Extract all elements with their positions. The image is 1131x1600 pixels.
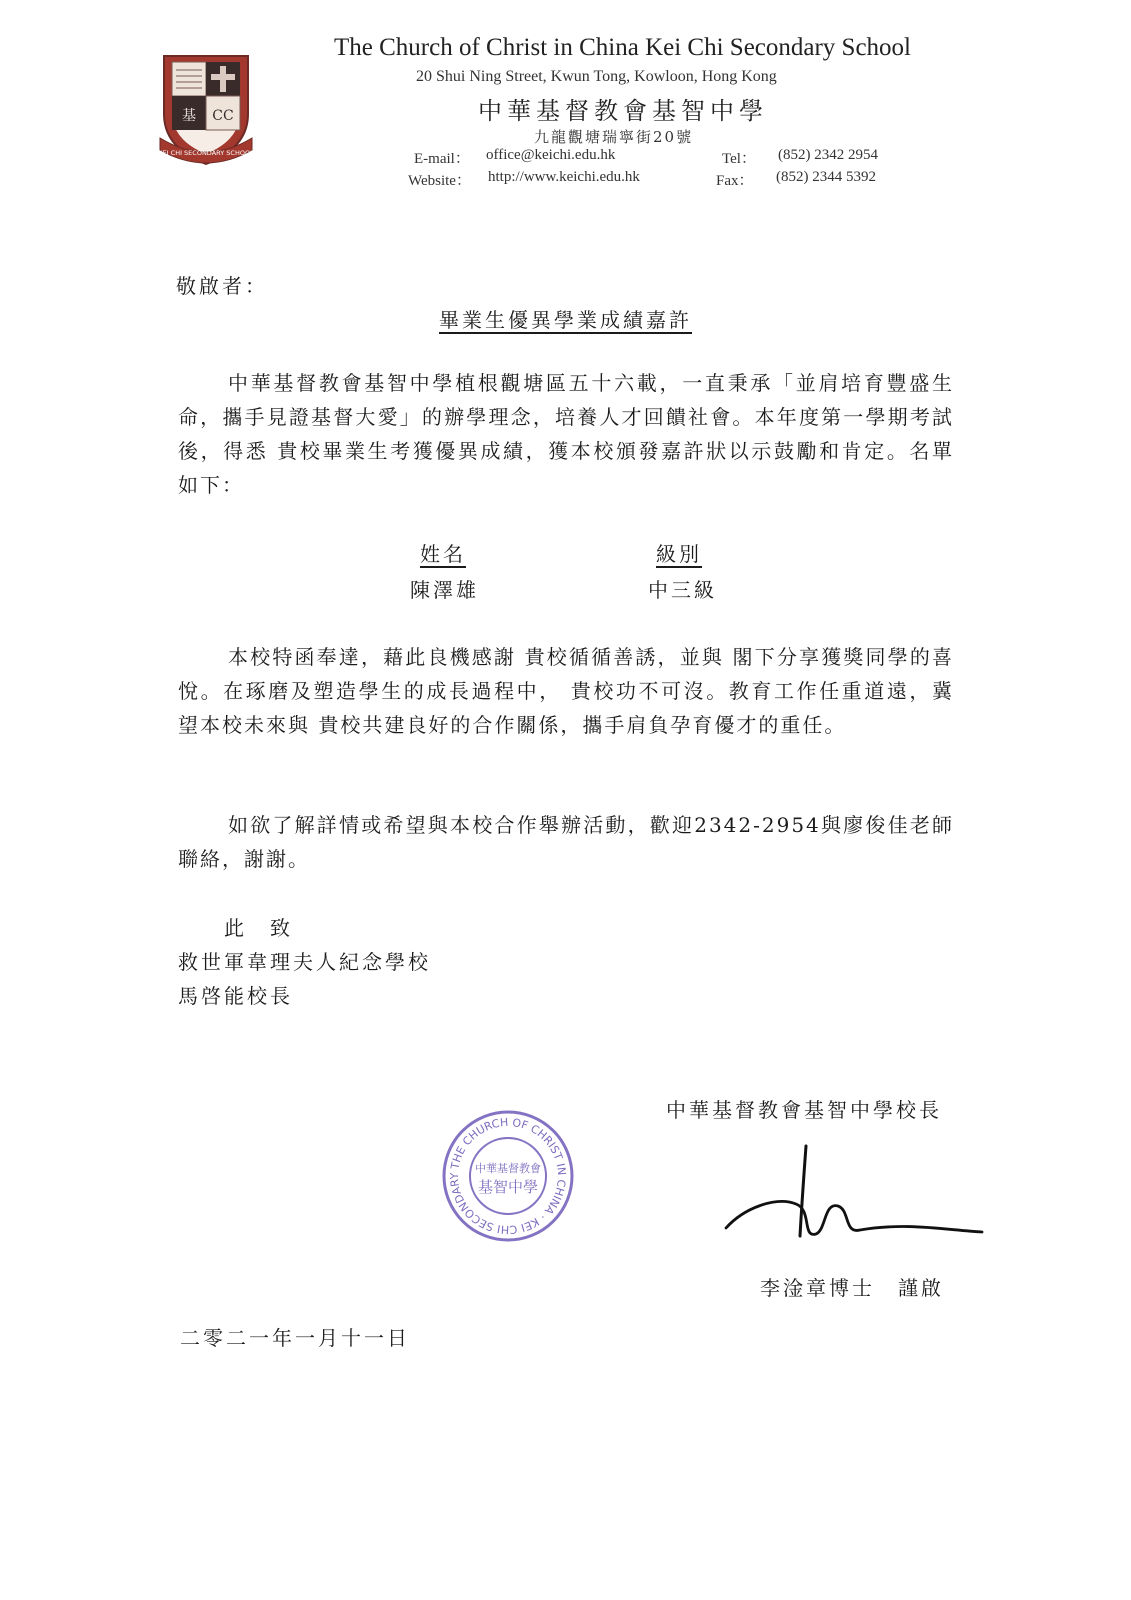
paragraph-2 [178,640,954,742]
svg-text:KEI CHI SECONDARY SCHOOL: KEI CHI SECONDARY SCHOOL [158,149,254,157]
tel-label: Tel： [722,151,756,167]
school-address-chinese: 九龍觀塘瑞寧街20號 [534,128,694,146]
closing-phrase: 此 致 [224,916,293,940]
paragraph-3-text: 如欲了解詳情或希望與本校合作舉辦活動，歡迎2342-2954與廖俊佳老師聯絡，謝謝。 [178,813,954,871]
school-address-english: 20 Shui Ning Street, Kwun Tong, Kowloon, Hong Kong [416,68,777,85]
svg-text:基: 基 [182,108,196,124]
principal-signature [720,1138,986,1248]
svg-text:CC: CC [212,108,234,124]
fax-number: (852) 2344 5392 [776,169,876,185]
paragraph-1 [178,366,954,502]
svg-text:中華基督教會: 中華基督教會 [475,1162,541,1175]
student-grade: 中三級 [648,578,717,602]
email-address[interactable]: office@keichi.edu.hk [486,147,616,163]
letter-date: 二零二一年一月十一日 [180,1326,410,1350]
student-name: 陳澤雄 [410,578,479,602]
sender-title: 中華基督教會基智中學校長 [666,1098,942,1122]
paragraph-3 [178,808,954,876]
letter-subject [0,304,1131,333]
svg-text:THE CHURCH OF CHRIST IN CHINA: THE CHURCH OF CHRIST IN CHINA · KEI CHI SECONDARY [447,1115,569,1237]
salutation: 敬啟者： [176,274,268,298]
email-label: E-mail： [414,151,470,167]
tel-number: (852) 2342 2954 [778,147,878,163]
recipient-principal: 馬啓能校長 [178,984,293,1008]
paragraph-2-text: 本校特函奉達，藉此良機感謝 貴校循循善誘，並與 閣下分享獲獎同學的喜悅。在琢磨及塑造學生的成長過程中， 貴校功不可沒。教育工作任重道遠，冀望本校未來與 貴校共建良好的合作關係，攜手肩負孕育優才的重任。 [178,645,954,737]
school-crest [158,52,254,168]
school-seal-stamp [440,1108,576,1244]
fax-label: Fax： [716,173,754,189]
website-link[interactable]: http://www.keichi.edu.hk [488,169,640,185]
letter-subject-text: 畢業生優異學業成績嘉許 [439,308,692,332]
paragraph-1-text: 中華基督教會基智中學植根觀塘區五十六載，一直秉承「並肩培育豐盛生命，攜手見證基督大愛」的辦學理念，培養人才回饋社會。本年度第一學期考試後，得悉 貴校畢業生考獲優異成績，獲本校頒發嘉許狀以示鼓勵和肯定。名單如下： [178,371,954,497]
svg-text:基智中學: 基智中學 [477,1178,539,1196]
school-name-english: The Church of Christ in China Kei Chi Secondary School [334,34,912,61]
recipient-school: 救世軍韋理夫人紀念學校 [178,950,431,974]
table-header-grade: 級別 [656,542,702,566]
school-name-chinese: 中華基督教會基智中學 [478,97,768,125]
table-header-name: 姓名 [420,542,466,566]
sender-name: 李淦章博士 謹啟 [760,1276,944,1300]
website-label: Website： [408,173,471,189]
